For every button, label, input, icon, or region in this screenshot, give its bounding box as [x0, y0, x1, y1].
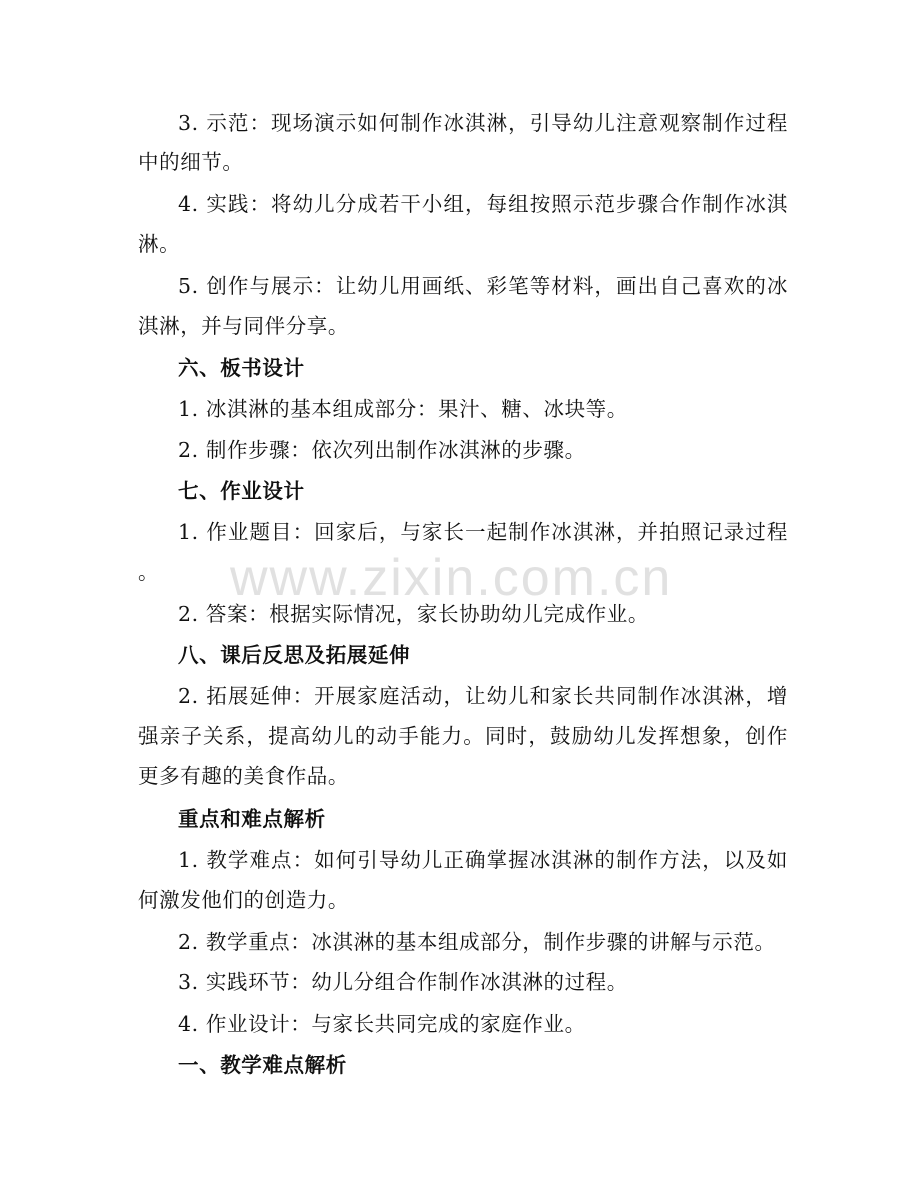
paragraph-line: 1. 作业题目：回家后，与家长一起制作冰淇淋，并拍照记录过程	[178, 520, 788, 544]
paragraph-line: 。	[138, 560, 160, 584]
paragraph-line: 2. 制作步骤：依次列出制作冰淇淋的步骤。	[178, 438, 586, 462]
section-heading: 六、板书设计	[178, 356, 305, 380]
paragraph-line: 3. 实践环节：幼儿分组合作制作冰淇淋的过程。	[178, 970, 628, 994]
paragraph-line: 4. 实践：将幼儿分成若干小组，每组按照示范步骤合作制作冰淇	[178, 192, 788, 216]
paragraph-line: 2. 答案：根据实际情况，家长协助幼儿完成作业。	[178, 602, 649, 626]
paragraph-line: 淋。	[138, 232, 181, 256]
paragraph-line: 强亲子关系，提高幼儿的动手能力。同时，鼓励幼儿发挥想象，创作	[138, 724, 788, 748]
paragraph-line: 1. 冰淇淋的基本组成部分：果汁、糖、冰块等。	[178, 397, 628, 421]
paragraph-line: 3. 示范：现场演示如何制作冰淇淋，引导幼儿注意观察制作过程	[178, 111, 788, 135]
paragraph-line: 2. 拓展延伸：开展家庭活动，让幼儿和家长共同制作冰淇淋，增	[178, 684, 788, 708]
watermark-text: www.zixin.com.cn	[230, 549, 673, 607]
paragraph-line: 5. 创作与展示：让幼儿用画纸、彩笔等材料，画出自己喜欢的冰	[178, 274, 788, 298]
paragraph-line: 淇淋，并与同伴分享。	[138, 314, 349, 338]
paragraph-line: 何激发他们的创造力。	[138, 888, 349, 912]
paragraph-line: 更多有趣的美食作品。	[138, 764, 349, 788]
section-heading: 重点和难点解析	[178, 807, 326, 831]
paragraph-line: 1. 教学难点：如何引导幼儿正确掌握冰淇淋的制作方法，以及如	[178, 848, 788, 872]
section-heading: 七、作业设计	[178, 479, 305, 503]
paragraph-line: 2. 教学重点：冰淇淋的基本组成部分，制作步骤的讲解与示范。	[178, 930, 776, 954]
section-heading: 一、教学难点解析	[178, 1053, 347, 1077]
section-heading: 八、课后反思及拓展延伸	[178, 643, 411, 667]
paragraph-line: 4. 作业设计：与家长共同完成的家庭作业。	[178, 1012, 586, 1036]
paragraph-line: 中的细节。	[138, 150, 244, 174]
